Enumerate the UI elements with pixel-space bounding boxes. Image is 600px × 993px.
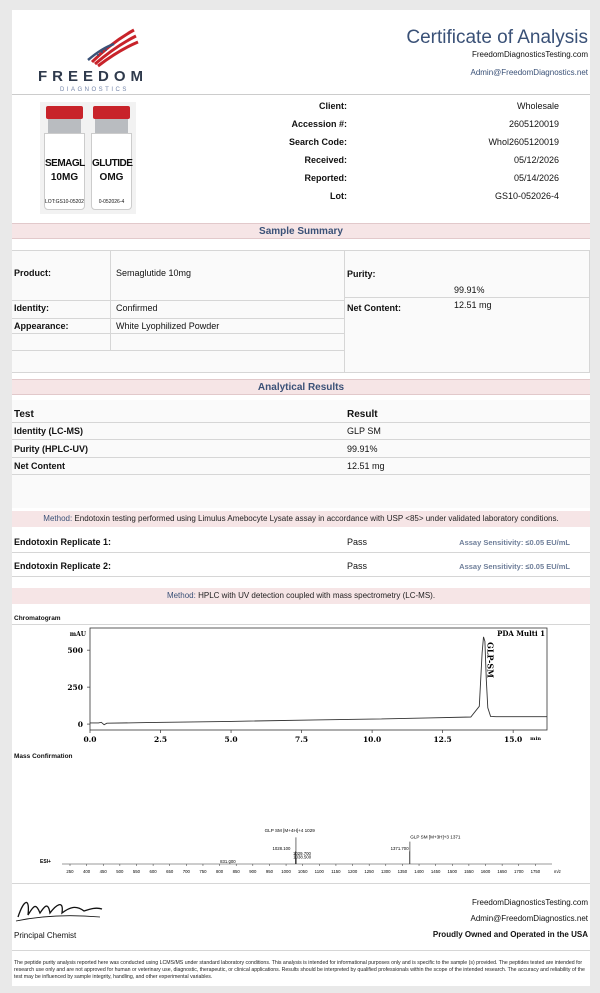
chromatogram-trace xyxy=(90,637,547,725)
ms-tick-label: 1750 xyxy=(530,869,541,874)
vial-label-line: OMG xyxy=(99,172,124,183)
mass-confirmation-heading: Mass Confirmation xyxy=(14,753,73,760)
ms-tick-label: 800 xyxy=(216,869,224,874)
ms-tick-label: 250 xyxy=(66,869,74,874)
freedom-logo xyxy=(32,22,162,93)
info-value: GS10-052026-4 xyxy=(494,191,559,201)
test-name: Purity (HPLC-UV) xyxy=(14,444,88,454)
info-value: Wholesale xyxy=(516,101,559,111)
x-axis-unit: min xyxy=(530,736,541,742)
ms-tick-label: 1300 xyxy=(381,869,391,874)
header-email-link[interactable]: Admin@FreedomDiagnostics.net xyxy=(470,68,588,77)
table-line xyxy=(12,250,590,251)
ms-tick-label: 1350 xyxy=(397,869,408,874)
y-tick-label: 500 xyxy=(67,646,83,656)
table-line xyxy=(344,297,590,298)
ms-peak-label: 831.000 xyxy=(220,859,236,864)
product-label: Product: xyxy=(14,268,51,278)
info-label: Reported: xyxy=(304,173,347,183)
y-tick-label: 0 xyxy=(77,720,83,730)
info-row-reported xyxy=(232,173,572,189)
identity-label: Identity: xyxy=(14,303,49,313)
flag-swoosh-icon xyxy=(32,22,162,68)
table-line xyxy=(12,422,590,423)
table-line xyxy=(589,250,590,372)
chart-frame xyxy=(90,628,547,730)
info-value: 05/12/2026 xyxy=(513,155,559,165)
sample-summary-table xyxy=(12,250,590,372)
ms-tick-label: 1700 xyxy=(513,869,524,874)
mass-spectrum-chart xyxy=(12,764,590,879)
table-line xyxy=(12,350,344,351)
ms-tick-label: 650 xyxy=(166,869,174,874)
x-tick-label: 15.0 xyxy=(504,735,523,744)
ms-annotation: GLP SM [M+3H]+3 1371 xyxy=(410,834,461,840)
ms-tick-label: 1400 xyxy=(414,869,424,874)
chart-legend: PDA Multi 1 xyxy=(497,629,545,638)
method-text: Endotoxin testing performed using Limulus Amebocyte Lysate assay in accordance with USP <85> under validated laboratory conditions. xyxy=(74,514,559,523)
ms-peak-label: 1029.700 xyxy=(292,850,311,856)
header-divider xyxy=(12,94,590,95)
test-name: Identity (LC-MS) xyxy=(14,426,83,436)
net-content-value: 12.51 mg xyxy=(454,300,492,310)
endotoxin-rep-result: Pass xyxy=(347,537,368,547)
signature-image xyxy=(14,895,104,925)
x-tick-label: 0.0 xyxy=(83,735,97,744)
logo-wordmark: FREEDOM xyxy=(38,68,148,85)
vial-label-line: GLUTIDE xyxy=(92,158,133,169)
appearance-label: Appearance: xyxy=(14,321,69,331)
table-line xyxy=(12,883,590,884)
ms-annotation: GLP SM [M+4H]+4 1029 xyxy=(264,828,315,833)
x-tick-label: 7.5 xyxy=(295,735,309,744)
certificate-page xyxy=(12,10,590,986)
col-result-header: Result xyxy=(347,409,378,420)
purity-value: 99.91% xyxy=(454,285,485,295)
ms-tick-label: 1100 xyxy=(314,869,324,874)
info-label: Received: xyxy=(304,155,347,165)
x-tick-label: 10.0 xyxy=(362,735,382,744)
info-label: Search Code: xyxy=(288,137,347,147)
purity-label: Purity: xyxy=(347,269,376,279)
info-row-search-code xyxy=(232,137,572,153)
signer-title: Principal Chemist xyxy=(14,931,77,940)
vial-left xyxy=(43,106,86,210)
test-result: 12.51 mg xyxy=(347,461,385,471)
ms-tick-label: 1500 xyxy=(447,869,458,874)
identity-value: Confirmed xyxy=(116,303,158,313)
hplc-method-bar xyxy=(12,588,590,604)
ms-tick-label: 900 xyxy=(249,869,257,874)
ms-tick-label: 500 xyxy=(116,869,124,874)
table-line xyxy=(344,250,345,372)
ms-tick-label: 950 xyxy=(265,869,274,874)
y-tick-label: 250 xyxy=(67,683,83,693)
vial-right xyxy=(90,106,133,210)
ms-tick-label: 1450 xyxy=(430,869,441,874)
net-content-label: Net Content: xyxy=(347,303,401,313)
info-label: Accession #: xyxy=(291,119,347,129)
table-line xyxy=(110,250,111,350)
appearance-value: White Lyophilized Powder xyxy=(116,321,220,331)
ms-peak-label: 1028.100 xyxy=(272,846,291,851)
ms-tick-label: 1000 xyxy=(281,869,291,874)
x-tick-label: 5.0 xyxy=(224,735,238,744)
ms-tick-label: 750 xyxy=(199,869,207,874)
ms-tick-label: 1650 xyxy=(497,869,507,874)
table-line xyxy=(12,318,344,319)
ms-tick-label: 700 xyxy=(182,869,190,874)
info-row-lot xyxy=(232,191,572,207)
table-line xyxy=(12,333,344,334)
peak-label: GLP-SM xyxy=(485,642,496,678)
vial-label-line: LOT:GS10-05202 xyxy=(45,199,84,205)
document-title: Certificate of Analysis xyxy=(406,27,588,48)
endotoxin-rep-result: Pass xyxy=(347,561,368,571)
info-value: 2605120019 xyxy=(508,119,559,129)
chromatogram-heading: Chromatogram xyxy=(14,615,61,622)
table-line xyxy=(12,474,590,475)
header-website-link[interactable]: FreedomDiagnosticsTesting.com xyxy=(471,50,588,59)
analytical-results-header: Analytical Results xyxy=(12,379,590,394)
table-line xyxy=(12,950,590,951)
y-axis-unit: mAU xyxy=(69,631,86,638)
table-line xyxy=(12,439,590,440)
info-label: Client: xyxy=(319,101,347,111)
vial-label-line: 0-052026-4 xyxy=(98,199,125,205)
product-value: Semaglutide 10mg xyxy=(116,268,192,278)
ms-tick-label: 850 xyxy=(232,869,240,874)
method-label: Method: xyxy=(43,514,73,523)
table-line xyxy=(12,300,344,301)
ms-tick-label: 1050 xyxy=(297,869,308,874)
info-row-received xyxy=(232,155,572,171)
x-tick-label: 2.5 xyxy=(153,735,168,744)
ms-tick-label: 1250 xyxy=(364,869,374,874)
chromatogram-chart xyxy=(12,626,590,751)
ms-tick-label: 1600 xyxy=(480,869,491,874)
ms-peak-label: 1371.700 xyxy=(390,846,409,851)
ms-tick-label: 1150 xyxy=(331,869,341,874)
ms-tick-label: 550 xyxy=(132,869,141,874)
endotoxin-rep-label: Endotoxin Replicate 2: xyxy=(14,561,112,571)
ms-tick-label: 400 xyxy=(83,869,91,874)
info-row-client xyxy=(232,101,572,117)
vial-label-line: 10MG xyxy=(50,172,79,183)
method-text: HPLC with UV detection coupled with mass spectrometry (LC-MS). xyxy=(198,591,436,600)
method-label: Method: xyxy=(166,591,196,600)
test-result: 99.91% xyxy=(347,444,378,454)
x-tick-label: 12.5 xyxy=(433,735,452,744)
endotoxin-method-bar xyxy=(12,511,590,527)
section-divider xyxy=(12,238,590,239)
ms-tick-label: 600 xyxy=(149,869,157,874)
col-test-header: Test xyxy=(14,409,34,420)
assay-sensitivity: Assay Sensitivity: ≤0.05 EU/mL xyxy=(459,562,570,571)
footer-tagline: Proudly Owned and Operated in the USA xyxy=(432,930,588,939)
info-value: 05/14/2026 xyxy=(513,173,559,183)
info-label: Lot: xyxy=(330,191,347,201)
test-name: Net Content xyxy=(14,461,65,471)
table-line xyxy=(12,576,590,577)
analytical-results-table xyxy=(12,400,590,508)
footer-website-link[interactable]: FreedomDiagnosticsTesting.com xyxy=(471,898,588,907)
table-line xyxy=(12,372,590,373)
ms-axis-unit: m/z xyxy=(554,869,561,874)
info-row-accession xyxy=(232,119,572,135)
sample-summary-header: Sample Summary xyxy=(12,223,590,238)
ms-tick-label: 450 xyxy=(99,869,107,874)
ms-peak-label: 1038.500 xyxy=(293,854,312,860)
logo-subtitle: DIAGNOSTICS xyxy=(60,87,129,93)
table-line xyxy=(12,552,590,553)
footer-email-link[interactable]: Admin@FreedomDiagnostics.net xyxy=(470,914,588,923)
ms-tick-label: 1550 xyxy=(464,869,474,874)
ms-tick-label: 1200 xyxy=(347,869,358,874)
disclaimer-text: The peptide purity analysis reported here was conducted using LCMS/MS under standard laboratory conditions. This analysis is intended for informational purposes only and is specific to the sample (s) provided. The peptides tested are intended for research use only and are not approved for human or veterinary use, diagnostic, therapeutic, or clinical applications. Results should be interpreted by qualified professionals within the scope of the intended research. The accuracy and reliability of the test may be influenced by sample integrity, handling, and other experimental variables. xyxy=(14,960,585,980)
table-line xyxy=(12,457,590,458)
assay-sensitivity: Assay Sensitivity: ≤0.05 EU/mL xyxy=(459,538,570,547)
info-value: Whol2605120019 xyxy=(488,137,559,147)
endotoxin-rep-label: Endotoxin Replicate 1: xyxy=(14,537,112,547)
ms-title: ESI+ xyxy=(40,859,51,865)
vial-label-line: SEMAGL xyxy=(45,158,85,169)
section-divider xyxy=(12,394,590,395)
test-result: GLP SM xyxy=(347,426,381,436)
product-photo xyxy=(40,102,136,214)
table-line xyxy=(12,624,590,625)
